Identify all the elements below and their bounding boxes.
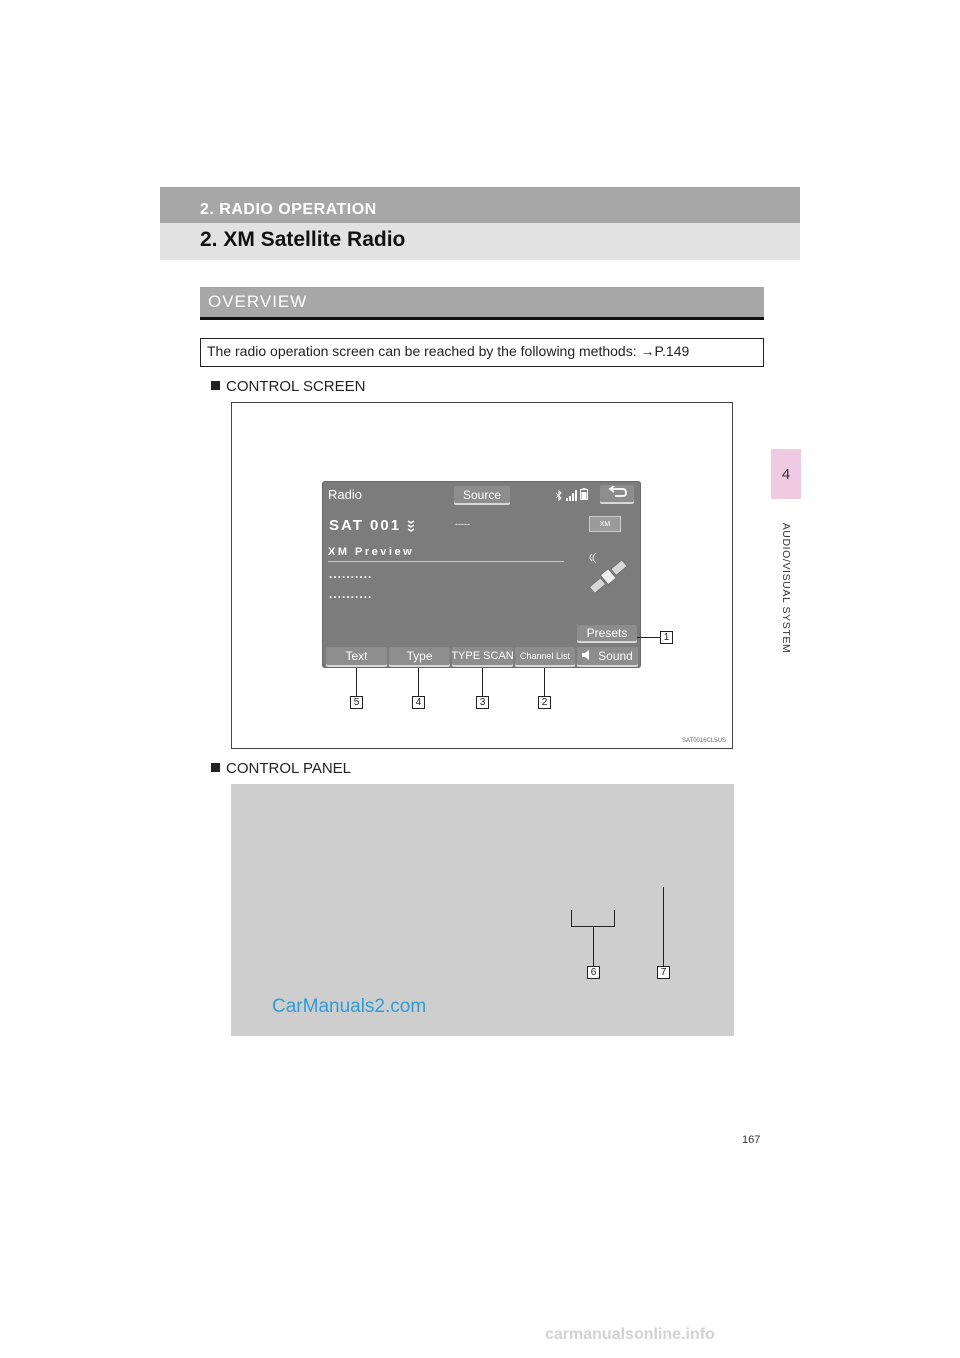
channel-list-button[interactable]: Channel List [515,647,575,665]
chapter-tab [771,449,801,499]
bluetooth-icon [555,488,563,499]
sound-button[interactable] [577,647,638,665]
callout-line-5 [356,668,357,696]
bullet-square-icon [211,763,220,772]
callout-bracket-6 [571,910,615,927]
callout-4: 4 [412,696,425,709]
page-title: 2. XM Satellite Radio [200,228,406,251]
watermark: CarManuals2.com [272,996,427,1017]
callout-line-3 [482,668,483,696]
callout-6: 6 [587,966,600,979]
xm-logo: XM [589,516,621,532]
program-divider [328,561,564,562]
callout-line-6 [593,926,594,966]
text-button[interactable]: Text [326,647,387,665]
callout-line-4 [418,668,419,696]
callout-5: 5 [350,696,363,709]
screen-title: Radio [328,487,362,502]
chapter-title [771,508,801,668]
chapter-title-text: AUDIO/VISUAL SYSTEM [780,522,792,654]
callout-1: 1 [660,631,673,644]
figure-code: SAT0016CL5US [682,738,726,744]
overview-rule [200,317,764,320]
control-panel-heading [211,760,351,777]
callout-3: 3 [476,696,489,709]
chapter-number: 4 [781,465,791,483]
callout-line-1 [637,637,660,638]
control-panel-heading-text: CONTROL PANEL [226,760,352,777]
battery-icon [580,487,588,499]
type-scan-button[interactable]: TYPE SCAN [452,647,513,665]
callout-line-7 [663,887,664,966]
bullet-square-icon [211,381,220,390]
sound-button-label: Sound [598,649,633,663]
channel-level-icon [407,519,415,532]
site-watermark: carmanualsonline.info [545,1326,715,1343]
text-line-1: .......... [329,567,373,581]
back-button[interactable] [600,485,634,502]
callout-2: 2 [538,696,551,709]
control-screen-heading-text: CONTROL SCREEN [226,378,366,395]
callout-7: 7 [657,966,670,979]
source-button[interactable]: Source [454,486,510,503]
overview-note: The radio operation screen can be reached by the following methods: →P.149 [207,343,690,359]
program-name: XM Preview [328,546,415,558]
type-button[interactable]: Type [389,647,450,665]
satellite-icon [584,553,634,599]
speaker-icon [582,649,592,663]
page-number: 167 [742,1134,761,1146]
callout-line-2 [544,668,545,696]
section-label: 2. RADIO OPERATION [200,201,377,218]
channel-number: SAT 001 [329,517,402,534]
channel-dash: ----- [455,519,470,529]
signal-icon [566,488,578,499]
text-line-2: .......... [329,587,373,601]
presets-button[interactable]: Presets [577,625,637,641]
control-screen-heading [211,378,365,395]
overview-title: OVERVIEW [208,292,308,311]
back-arrow-icon [607,486,627,501]
